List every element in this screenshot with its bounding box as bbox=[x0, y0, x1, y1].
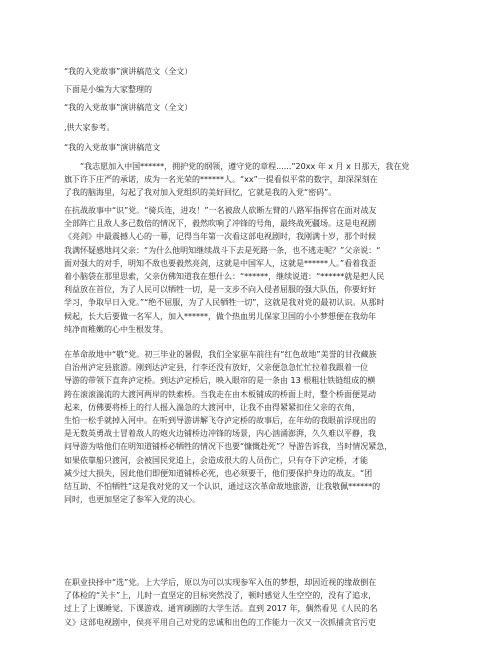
text-line: 结互助、不怕牺牲”这是我对党的又一个认识，通过这次革命故地旅游，让我敬佩******的 bbox=[64, 482, 381, 492]
text-line: 减少过大损失，因此他们即便知道铺桥必死，也必须要干，他们要保护身边的战友。“团 bbox=[64, 468, 373, 478]
text-line: 是无数英勇战士冒着敌人的炮火边铺桥边冲锋的场景，内心汹涌澎湃，久久难以平静，我 bbox=[64, 429, 376, 439]
text-line: 生怕一松手就掉入河中。在听到导游讲解飞夺泸定桥的故事后，在年幼的我眼前浮现出的 bbox=[64, 416, 376, 426]
paragraph-intro-oath bbox=[64, 160, 436, 200]
document-title-repeat: “我的入党故事”演讲稿范文（全文） bbox=[64, 103, 193, 112]
text-line: 如果依靠船只渡河，会被国民党追上，会造成很大的人员伤亡，只有夺下泸定桥，才能 bbox=[64, 455, 368, 465]
closing-text: ,供大家参考。 bbox=[64, 123, 115, 132]
text-line: “我志愿加入中国******，拥护党的纲领，遵守党的章程......”20xx 年 x 月 x 日那天，我在党 bbox=[80, 162, 410, 171]
text-line: 了我的脑海里，勾起了我对加入党组织的美好回忆，它就是我的入党“密码”。 bbox=[64, 188, 337, 198]
text-line: 在革命故地中“敬”党。初三毕业的暑假，我们全家驱车前往有“红色故地”美誉的甘孜藏族 bbox=[64, 350, 377, 359]
text-line: 自治州泸定县旅游。刚到达泸定县，行李还没有放好，父亲便急急忙忙拉着我跟着一位 bbox=[64, 363, 368, 373]
text-line: 了体检的“关卡”上，儿时一直坚定的目标突然没了，顿时感觉人生空空的，没有了追求， bbox=[64, 591, 377, 601]
text-line: 着小脑袋在那里思索，父亲仿佛知道我在想什么：“******，继续说道：“******就是把人民 bbox=[64, 272, 385, 282]
text-line: 候起，长大后要做一名军人，加入******，做个热血男儿保家卫国的小小梦想便在我幼年 bbox=[64, 311, 376, 321]
text-line: 学习，争取早日入党。”“绝不屈服，为了人民牺牲一切”，这就是我对党的最初认识。从那时 bbox=[64, 298, 385, 308]
text-line: 在职业抉择中“选”党。上大学后，原以为可以实现参军入伍的梦想，却因近视的缘故倒在 bbox=[64, 578, 377, 587]
text-line: 旗下许下庄严的承诺，成为一名光荣的******人。“xx”一提看似平常的数字，却深深刻在 bbox=[64, 175, 378, 185]
text-line: 问导游为啥他们在明知道铺桥必牺牲的情况下也要“慷慨赴死”？导游告诉我，当时情况紧急， bbox=[64, 442, 393, 452]
text-line: 纯净而稚嫩的心中生根发芽。 bbox=[64, 324, 168, 334]
text-line: 跨在滚滚湍流的大渡河两岸的铁索桥。当我走在由木板铺成的桥面上时，整个桥面便晃动 bbox=[64, 389, 376, 399]
text-line: 在抗战故事中“识”党。“骑兵连，进攻！”一名被敌人砍断左臂的八路军指挥官在面对战友 bbox=[64, 206, 377, 215]
text-line: 全部阵亡且敌人多己数倍的情况下，毅然吹响了冲锋的号角，最终战死疆场。这是电视剧 bbox=[64, 219, 376, 229]
paragraph-war-story bbox=[64, 204, 436, 336]
text-line: 同时，也更加坚定了参军入党的决心。 bbox=[64, 495, 200, 505]
text-line: 义》这部电视剧中，侯亮平用自己对党的忠诚和出色的工作能力一次又一次抓捕贪官污吏 bbox=[64, 617, 376, 627]
text-line: 我满怀疑感地问父亲：“为什么他明知继续战斗下去是死路一条，也不逃走呢？”父亲说：“ bbox=[64, 245, 381, 255]
paragraph-revolution-site bbox=[64, 348, 436, 506]
text-line: 《亮剑》中最震撼人心的一幕，记得当年第一次看这部电视剧时，我刚满十岁，那个时候 bbox=[64, 232, 376, 242]
section-title: “我的入党故事”演讲稿范文 bbox=[64, 143, 161, 152]
text-line: 起来，仿佛要将桥上的行人摇入湍急的大渡河中，让我不由得紧紧扣住父亲的衣角， bbox=[64, 402, 360, 412]
intro-text: 下面是小编为大家整理的 bbox=[64, 85, 152, 94]
text-line: 面对强大的对手，明知不敌也要毅然亮剑，这就是中国军人，这就是******人。”看着我歪 bbox=[64, 258, 377, 268]
text-line: 过上了上课睡觉、下课游戏、通宵刷剧的大学生活。直到 2017 年，偶然看见《人民的名 bbox=[64, 604, 378, 614]
document-title: “我的入党故事”演讲稿范文（全文） bbox=[64, 67, 193, 76]
paragraph-career-choice bbox=[64, 576, 436, 629]
text-line: 利益放在首位，为了人民可以牺牲一切，是一支步不向入侵者屈服的强大队伍，你要好好 bbox=[64, 285, 376, 295]
text-line: 导游的带领下直奔泸定桥。到达泸定桥后，映入眼帘的是一条由 13 根粗壮铁链组成的横 bbox=[64, 376, 376, 386]
